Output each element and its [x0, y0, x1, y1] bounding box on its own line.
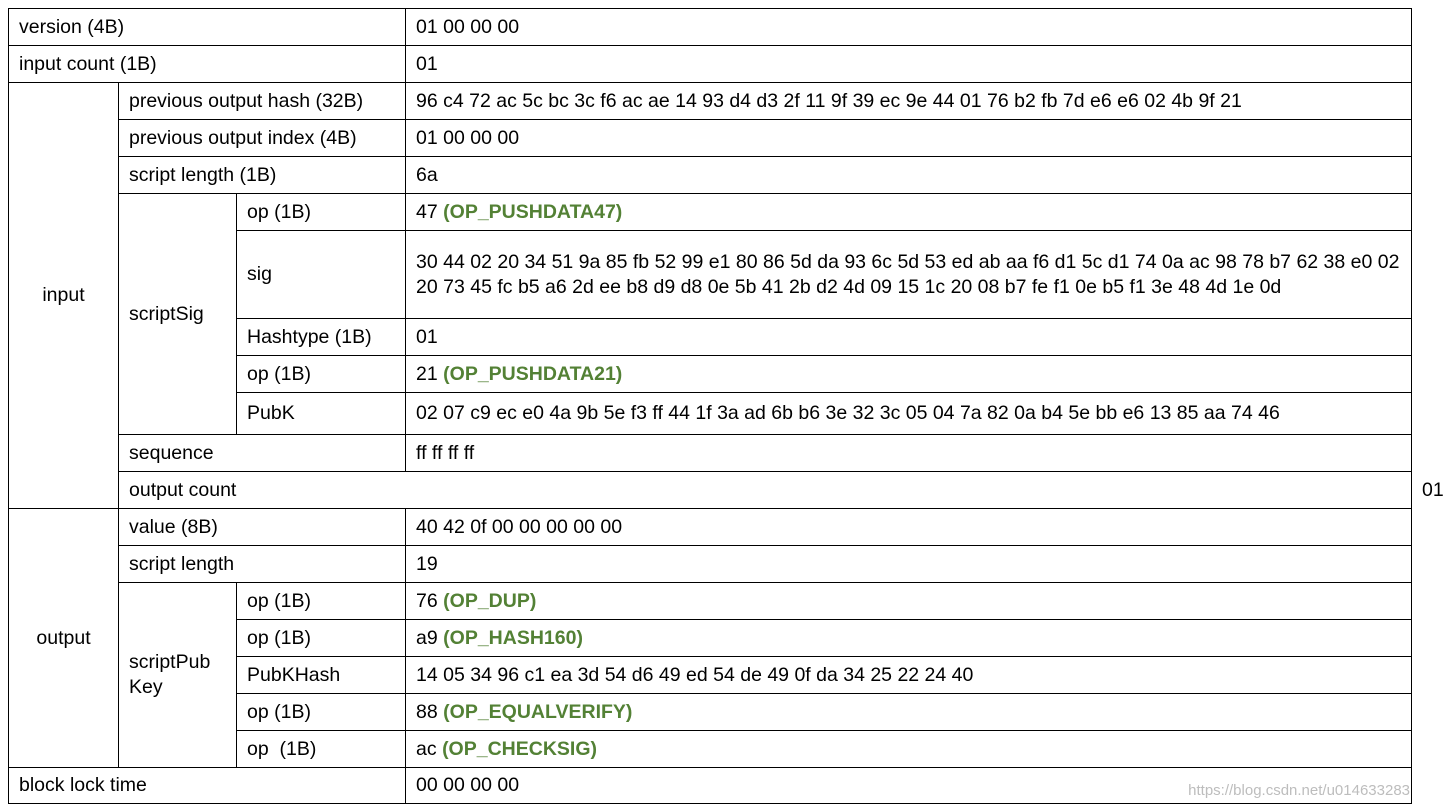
op-hash160-opname: (OP_HASH160) — [443, 626, 583, 649]
table-row-output-count: output count 01 — [9, 472, 1412, 509]
op-dup-opname: (OP_DUP) — [443, 589, 537, 612]
op-equalverify-opname: (OP_EQUALVERIFY) — [443, 700, 633, 723]
scriptpubkey-label-line1: scriptPub — [129, 651, 211, 673]
scriptsig-op1-opname: (OP_PUSHDATA47) — [443, 200, 623, 223]
pubkhash-label: PubKHash — [237, 657, 406, 694]
output-value-value: 40 42 0f 00 00 00 00 00 — [406, 509, 1412, 546]
table-row-input-count — [9, 46, 1412, 83]
op-checksig-hex: ac — [416, 737, 437, 760]
scriptsig-label: scriptSig — [119, 194, 237, 435]
op-equalverify-hex: 88 — [416, 700, 438, 723]
transaction-table — [8, 8, 1444, 804]
version-label: version (4B) — [9, 9, 406, 46]
input-script-length-label: script length (1B) — [119, 157, 406, 194]
hashtype-value: 01 — [406, 319, 1412, 356]
scriptsig-op1-value — [406, 194, 1412, 231]
sig-value: 30 44 02 20 34 51 9a 85 fb 52 99 e1 80 86 5d da 93 6c 5d 53 ed ab aa f6 d1 5c d1 74 0a ac 98 78 b7 62 38 e0 02 20 73 45 fc b5 a6 2d ee b8 d9 d8 0e 5b 41 2b d2 4d 09 15 1c 20 08 b7 fe f1 0e b5 f1 3e 48 4d 1e 0d — [406, 231, 1412, 319]
table-row-scriptsig-op1 — [9, 194, 1412, 231]
lock-time-value: 00 00 00 00 — [406, 768, 1412, 804]
scriptpubkey-label-line2: Key — [129, 676, 163, 698]
input-count-value: 01 — [406, 46, 1412, 83]
table-row-prev-hash — [9, 83, 1412, 120]
scriptpubkey-label — [119, 583, 237, 768]
scriptsig-op2-opname: (OP_PUSHDATA21) — [443, 362, 623, 385]
output-script-length-label: script length — [119, 546, 406, 583]
hashtype-label: Hashtype (1B) — [237, 319, 406, 356]
output-count-label: output count — [119, 472, 1412, 509]
op-dup-value — [406, 583, 1412, 620]
op-equalverify-value — [406, 694, 1412, 731]
scriptsig-op1-hex: 47 — [416, 200, 438, 223]
table-row-sequence — [9, 435, 1412, 472]
table-row-version — [9, 9, 1412, 46]
output-value-label: value (8B) — [119, 509, 406, 546]
lock-time-label: block lock time — [9, 768, 406, 804]
table-row-op-dup — [9, 583, 1412, 620]
op-dup-hex: 76 — [416, 589, 438, 612]
op-dup-label: op (1B) — [237, 583, 406, 620]
input-script-length-value: 6a — [406, 157, 1412, 194]
prev-index-label: previous output index (4B) — [119, 120, 406, 157]
scriptsig-op2-hex: 21 — [416, 362, 438, 385]
output-script-length-value: 19 — [406, 546, 1412, 583]
op-hash160-value — [406, 620, 1412, 657]
output-section-label: output — [9, 509, 119, 768]
op-hash160-hex: a9 — [416, 626, 438, 649]
pubkhash-value: 14 05 34 96 c1 ea 3d 54 d6 49 ed 54 de 49 0f da 34 25 22 24 40 — [406, 657, 1412, 694]
prev-hash-value: 96 c4 72 ac 5c bc 3c f6 ac ae 14 93 d4 d3 2f 11 9f 39 ec 9e 44 01 76 b2 fb 7d e6 e6 02 4b 9f 21 — [406, 83, 1412, 120]
watermark-text: https://blog.csdn.net/u014633283 — [1188, 782, 1410, 799]
table-row-output-script-length — [9, 546, 1412, 583]
op-hash160-label: op (1B) — [237, 620, 406, 657]
op-checksig-label: op (1B) — [237, 731, 406, 768]
prev-hash-label: previous output hash (32B) — [119, 83, 406, 120]
sequence-label: sequence — [119, 435, 406, 472]
pubk-value: 02 07 c9 ec e0 4a 9b 5e f3 ff 44 1f 3a ad 6b b6 3e 32 3c 05 04 7a 82 0a b4 5e bb e6 13 85 aa 74 46 — [406, 393, 1412, 435]
input-count-label: input count (1B) — [9, 46, 406, 83]
op-equalverify-label: op (1B) — [237, 694, 406, 731]
pubk-label: PubK — [237, 393, 406, 435]
prev-index-value: 01 00 00 00 — [406, 120, 1412, 157]
table-row-prev-index — [9, 120, 1412, 157]
scriptsig-op1-label: op (1B) — [237, 194, 406, 231]
table-row-output-value — [9, 509, 1412, 546]
sequence-value: ff ff ff ff — [406, 435, 1412, 472]
scriptsig-op2-value — [406, 356, 1412, 393]
scriptsig-op2-label: op (1B) — [237, 356, 406, 393]
version-value: 01 00 00 00 — [406, 9, 1412, 46]
op-checksig-value — [406, 731, 1412, 768]
input-section-label: input — [9, 83, 119, 509]
op-checksig-opname: (OP_CHECKSIG) — [442, 737, 597, 760]
sig-label: sig — [237, 231, 406, 319]
table-row-input-script-length — [9, 157, 1412, 194]
